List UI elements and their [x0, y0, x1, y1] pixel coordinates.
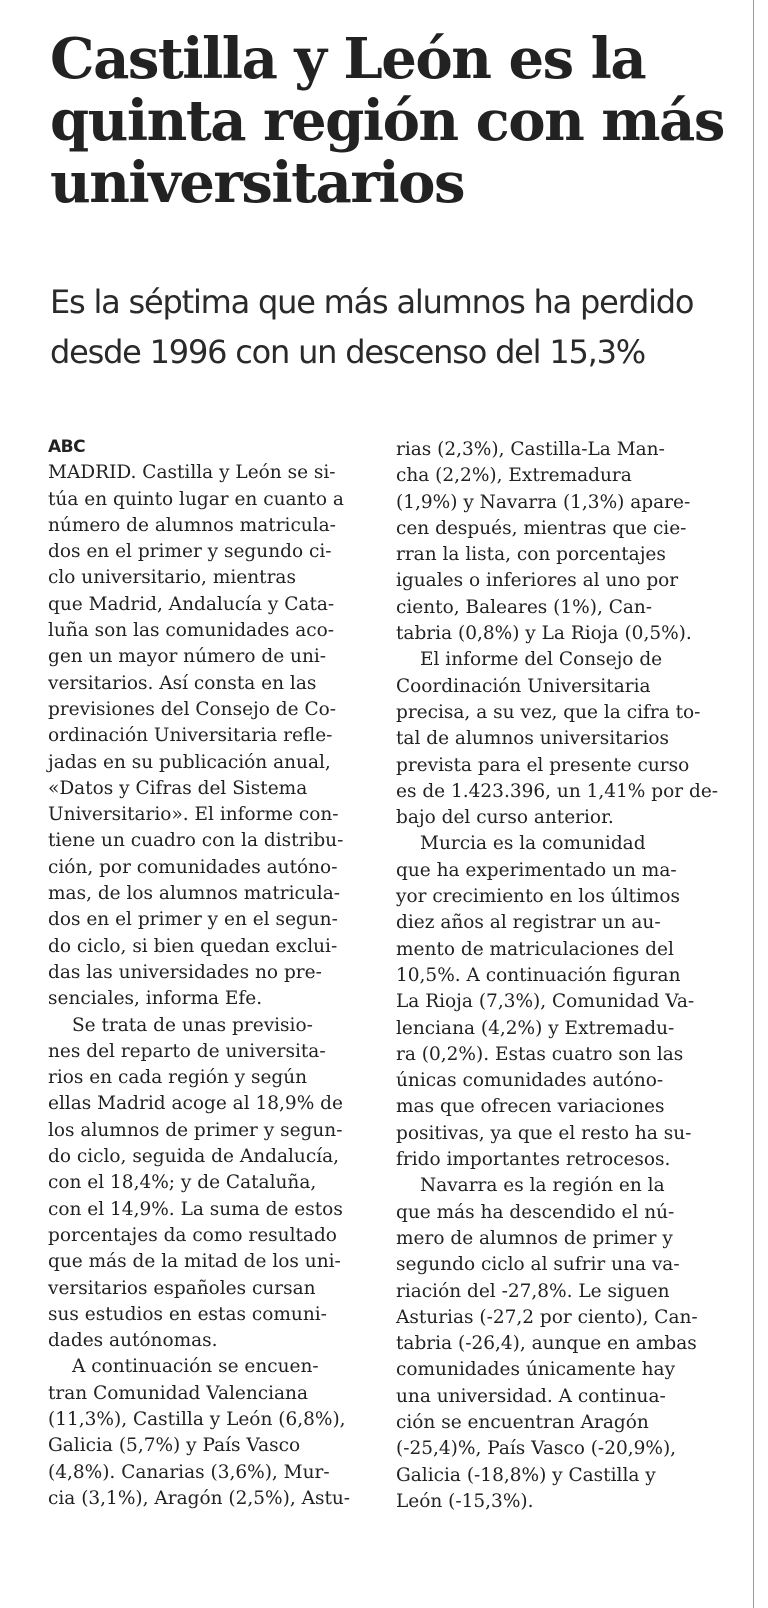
text-line: positivas, ya que el resto ha su- — [396, 1122, 692, 1144]
text-line: túa en quinto lugar en cuanto a — [48, 488, 344, 510]
text-line: rios en cada región y según — [48, 1067, 308, 1089]
headline-line: Castilla y León es la — [50, 26, 646, 92]
text-line: luña son las comunidades aco- — [48, 620, 335, 642]
text-line: riación del -27,8%. Le siguen — [396, 1280, 670, 1302]
text-line: 10,5%. A continuación figuran — [396, 964, 681, 986]
text-line: do ciclo, seguida de Andalucía, — [48, 1146, 340, 1168]
text-line: que más de la mitad de los uni- — [48, 1251, 341, 1273]
text-line: tal de alumnos universitarios — [396, 728, 670, 750]
text-line: Coordinación Universitaria — [396, 675, 651, 697]
text-line: bajo del curso anterior. — [396, 807, 614, 829]
subheadline-line: Es la séptima que más alumnos ha perdido — [50, 283, 694, 321]
text-line: prevista para el presente curso — [396, 754, 690, 776]
text-line: cen después, mientras que cie- — [396, 517, 687, 539]
headline — [50, 28, 740, 214]
article-column-right — [396, 437, 719, 1515]
text-line: diez años al registrar un au- — [396, 912, 661, 934]
text-line: senciales, informa Efe. — [48, 988, 263, 1010]
text-line: ra (0,2%). Estas cuatro son las — [396, 1043, 684, 1065]
text-line: porcentajes da como resultado — [48, 1224, 337, 1246]
text-line: A continuación se encuen- — [72, 1356, 319, 1378]
headline-line: universitarios — [50, 150, 464, 216]
text-line: Navarra es la región en la — [420, 1175, 665, 1197]
text-line: Asturias (-27,2 por ciento), Can- — [396, 1306, 698, 1328]
text-line: precisa, a su vez, que la cifra to- — [396, 701, 701, 723]
text-line: dos en el primer y en el segun- — [48, 909, 338, 931]
text-line: tiene un cuadro con la distribu- — [48, 830, 344, 852]
text-line: lenciana (4,2%) y Extremadu- — [396, 1017, 675, 1039]
text-line: mas que ofrecen variaciones — [396, 1096, 665, 1118]
text-line: dades autónomas. — [48, 1330, 218, 1352]
text-line: previsiones del Consejo de Co- — [48, 698, 336, 720]
text-line: ción, por comunidades autóno- — [48, 856, 338, 878]
text-line: ción se encuentran Aragón — [396, 1411, 649, 1433]
text-line: clo universitario, mientras — [48, 567, 296, 589]
text-line: segundo ciclo al sufrir una va- — [396, 1254, 680, 1276]
text-line: gen un mayor número de uni- — [48, 646, 327, 668]
text-line: León (-15,3%). — [396, 1490, 534, 1512]
text-line: jadas en su publicación anual, — [48, 751, 331, 773]
text-line: Se trata de unas previsio- — [72, 1014, 313, 1036]
byline: ABC — [48, 437, 86, 457]
text-line: número de alumnos matricula- — [48, 514, 336, 536]
subheadline-line: desde 1996 con un descenso del 15,3% — [50, 333, 645, 371]
text-line: yor crecimiento en los últimos — [396, 886, 681, 908]
text-line: tran Comunidad Valenciana — [48, 1382, 309, 1404]
text-line: «Datos y Cifras del Sistema — [48, 777, 308, 799]
text-line: (4,8%). Canarias (3,6%), Mur- — [48, 1461, 330, 1483]
text-line: mas, de los alumnos matricula- — [48, 883, 340, 905]
text-line: comunidades únicamente hay — [396, 1359, 676, 1381]
text-line: únicas comunidades autóno- — [396, 1070, 664, 1092]
text-line: MADRID. Castilla y León se si- — [48, 462, 336, 484]
text-line: (11,3%), Castilla y León (6,8%), — [48, 1408, 346, 1430]
text-line: sus estudios en estas comuni- — [48, 1303, 327, 1325]
text-line: nes del reparto de universita- — [48, 1040, 326, 1062]
text-line: (1,9%) y Navarra (1,3%) apare- — [396, 491, 691, 513]
text-line: ellas Madrid acoge al 18,9% de — [48, 1093, 343, 1115]
text-line: rran la lista, con porcentajes — [396, 544, 666, 566]
text-line: que ha experimentado un ma- — [396, 859, 677, 881]
subheadline — [50, 277, 740, 377]
text-line: Universitario». El informe con- — [48, 804, 339, 826]
text-line: tabria (0,8%) y La Rioja (0,5%). — [396, 623, 692, 645]
text-line: versitarios. Así consta en las — [48, 672, 317, 694]
text-line: iguales o inferiores al uno por — [396, 570, 679, 592]
text-line: tabria (-26,4), aunque en ambas — [396, 1333, 697, 1355]
text-line: mento de matriculaciones del — [396, 938, 674, 960]
text-line: cia (3,1%), Aragón (2,5%), Astu- — [48, 1487, 351, 1509]
text-line: ordinación Universitaria refle- — [48, 725, 333, 747]
text-line: es de 1.423.396, un 1,41% por de- — [396, 780, 719, 802]
text-line: con el 18,4%; y de Cataluña, — [48, 1172, 317, 1194]
text-line: los alumnos de primer y segun- — [48, 1119, 343, 1141]
text-line: dos en el primer y segundo ci- — [48, 541, 332, 563]
text-line: El informe del Consejo de — [420, 649, 663, 671]
article-column-left — [48, 434, 360, 1512]
text-line: que Madrid, Andalucía y Cata- — [48, 593, 335, 615]
text-line: frido importantes retrocesos. — [396, 1149, 671, 1171]
text-line: (-25,4)%, País Vasco (-20,9%), — [396, 1438, 677, 1460]
text-line: con el 14,9%. La suma de estos — [48, 1198, 343, 1220]
text-line: cha (2,2%), Extremadura — [396, 465, 632, 487]
text-line: Murcia es la comunidad — [420, 833, 646, 855]
page-edge-rule — [753, 0, 754, 1608]
text-line: La Rioja (7,3%), Comunidad Va- — [396, 991, 695, 1013]
text-line: das las universidades no pre- — [48, 961, 322, 983]
text-line: Galicia (5,7%) y País Vasco — [48, 1435, 301, 1457]
text-line: mero de alumnos de primer y — [396, 1227, 673, 1249]
text-line: do ciclo, si bien quedan exclui- — [48, 935, 338, 957]
text-line: una universidad. A continua- — [396, 1385, 666, 1407]
text-line: Galicia (-18,8%) y Castilla y — [396, 1464, 656, 1486]
text-line: ciento, Baleares (1%), Can- — [396, 596, 653, 618]
text-line: rias (2,3%), Castilla-La Man- — [396, 439, 665, 460]
headline-line: quinta región con más — [50, 88, 724, 154]
text-line: versitarios españoles cursan — [48, 1277, 316, 1299]
text-line: que más ha descendido el nú- — [396, 1201, 675, 1223]
